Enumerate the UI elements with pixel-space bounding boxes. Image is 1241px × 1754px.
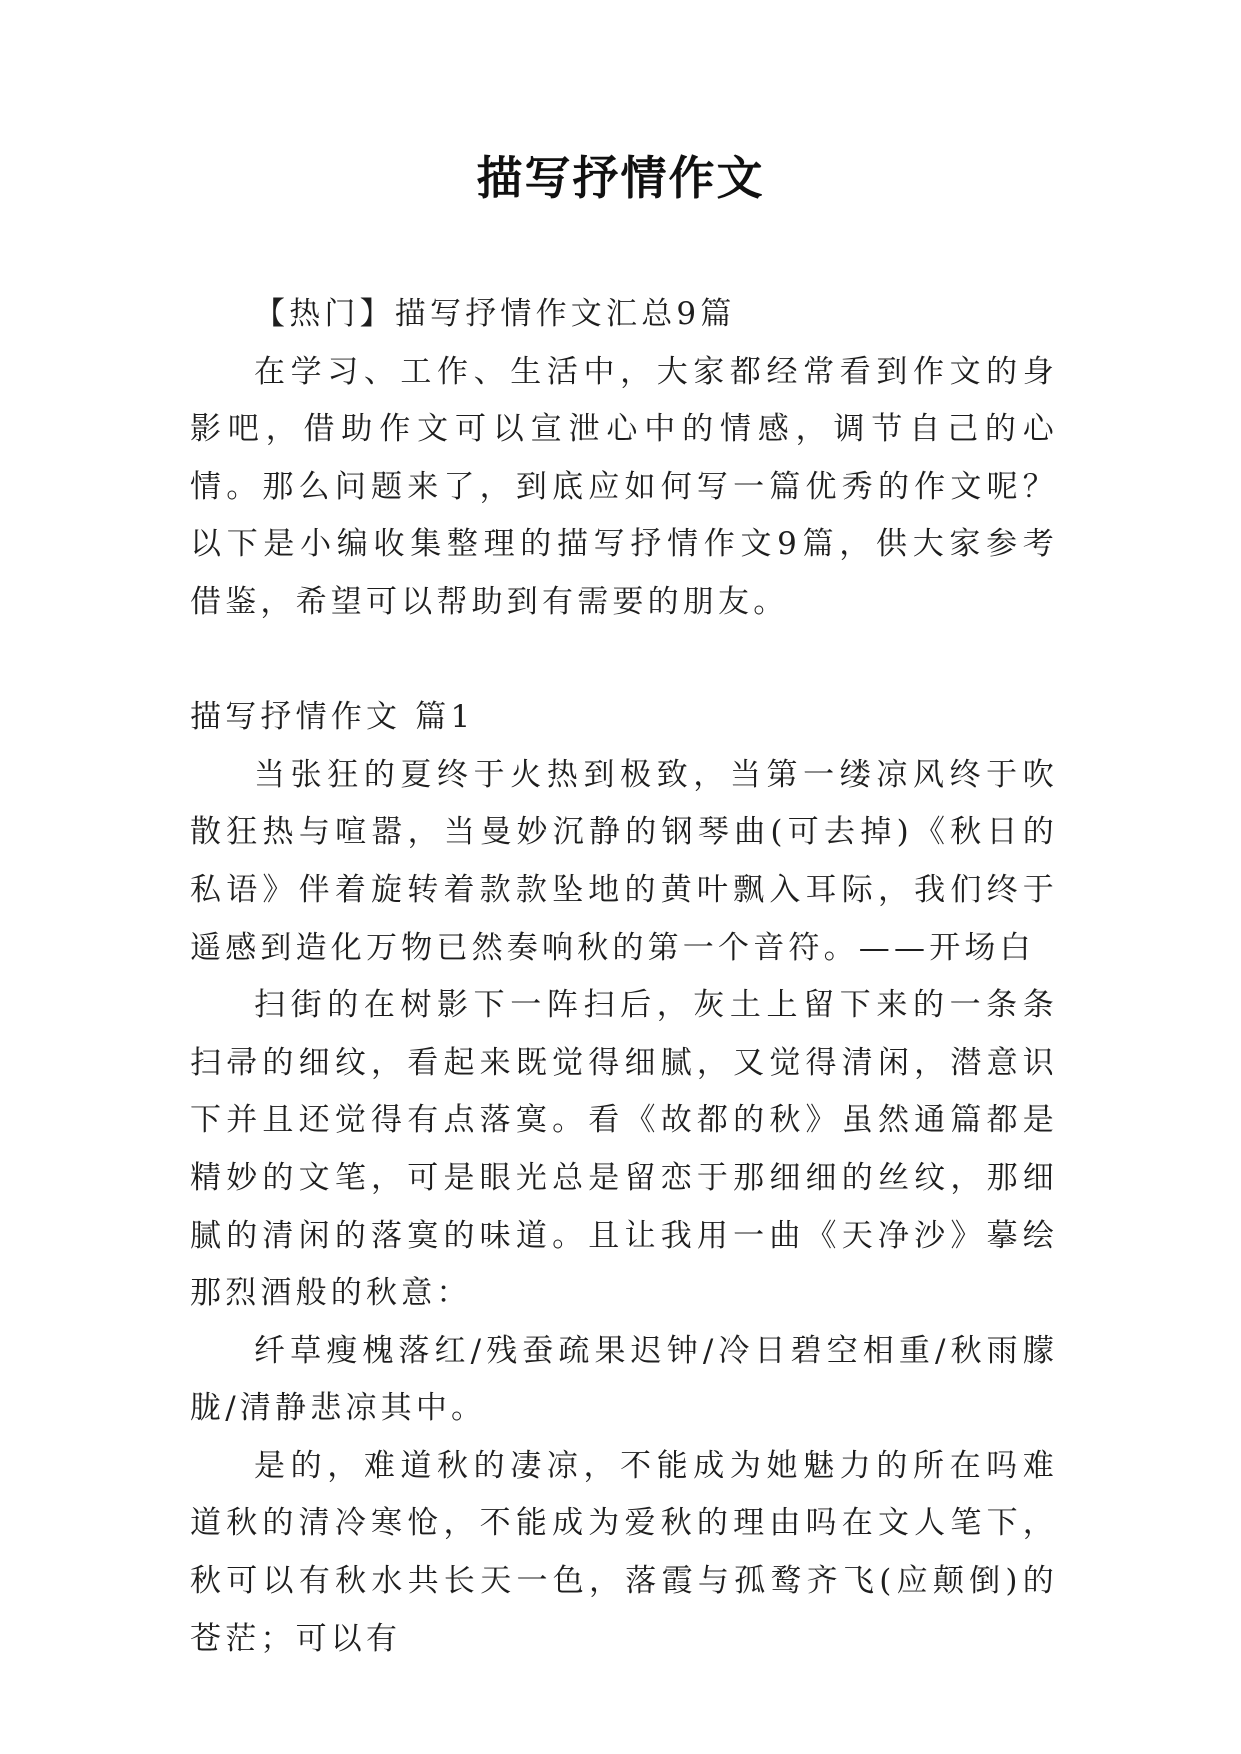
body-paragraph: 是的，难道秋的凄凉，不能成为她魅力的所在吗难道秋的清冷寒怆，不能成为爱秋的理由吗在文人笔下，秋可以有秋水共长天一色，落霞与孤鹜齐飞(应颠倒)的苍茫；可以有 bbox=[190, 1447, 1058, 1657]
document-title: 描写抒情作文 bbox=[476, 151, 765, 205]
body-paragraph: 当张狂的夏终于火热到极致，当第一缕凉风终于吹散狂热与喧嚣，当曼妙沉静的钢琴曲(可去掉)《秋日的私语》伴着旋转着款款坠地的黄叶飘入耳际，我们终于遥感到造化万物已然奏响秋的第一个音符。——开场白 bbox=[190, 756, 1058, 966]
body-paragraph: 扫街的在树影下一阵扫后，灰土上留下来的一条条扫帚的细纹，看起来既觉得细腻，又觉得清闲，潜意识下并且还觉得有点落寞。看《故都的秋》虽然通篇都是精妙的文笔，可是眼光总是留恋于那细细的丝纹，那细腻的清闲的落寞的味道。且让我用一曲《天净沙》摹绘那烈酒般的秋意： bbox=[190, 987, 1058, 1312]
document-body bbox=[190, 286, 1058, 1668]
section-spacer bbox=[190, 632, 1058, 690]
document-subtitle: 【热门】描写抒情作文汇总9篇 bbox=[254, 296, 736, 332]
intro-paragraph: 在学习、工作、生活中，大家都经常看到作文的身影吧，借助作文可以宣泄心中的情感，调节自己的心情。那么问题来了，到底应如何写一篇优秀的作文呢？以下是小编收集整理的描写抒情作文9篇，供大家参考借鉴，希望可以帮助到有需要的朋友。 bbox=[190, 353, 1058, 620]
section-heading: 描写抒情作文 篇1 bbox=[190, 699, 475, 736]
poem-paragraph: 纤草瘦槐落红/残蚕疏果迟钟/冷日碧空相重/秋雨朦胧/清静悲凉其中。 bbox=[190, 1332, 1058, 1427]
